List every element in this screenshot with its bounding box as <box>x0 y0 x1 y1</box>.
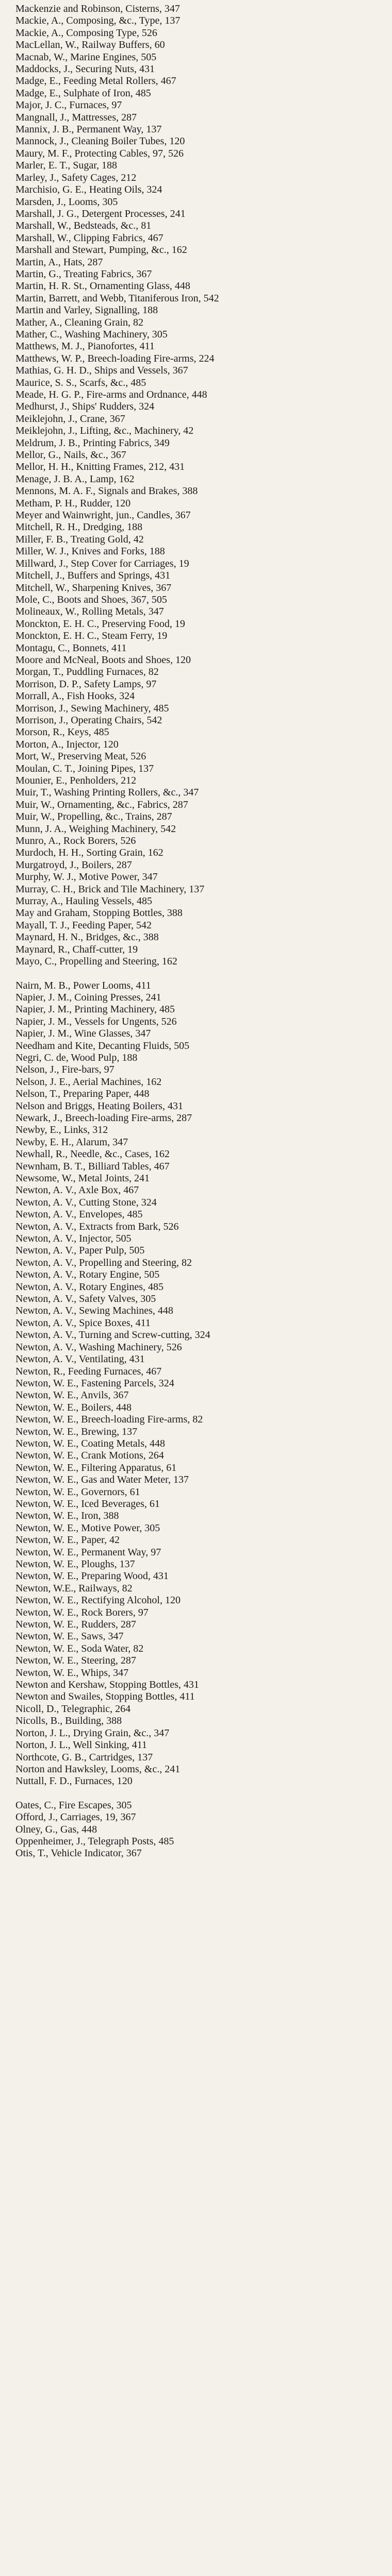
index-entry: Muir, W., Ornamenting, &c., Fabrics, 287 <box>15 799 188 810</box>
index-entry: Newton, W. E., Anvils, 367 <box>15 1389 129 1401</box>
index-entry: Matthews, M. J., Pianofortes, 411 <box>15 341 155 352</box>
index-entry: MacLellan, W., Railway Buffers, 60 <box>15 39 165 51</box>
index-entry: Martin, G., Treating Fabrics, 367 <box>15 268 152 280</box>
index-entry: Newton, A. V., Spice Boxes, 411 <box>15 1317 151 1329</box>
index-entry: Moulan, C. T., Joining Pipes, 137 <box>15 762 154 774</box>
index-entry: Newton, W.E., Railways, 82 <box>15 1582 133 1594</box>
index-entry: Mitchell, J., Buffers and Springs, 431 <box>15 570 171 582</box>
index-entry: Meldrum, J. B., Printing Fabrics, 349 <box>15 437 170 449</box>
index-entry: Matthews, W. P., Breech-loading Fire-arms, 224 <box>15 352 215 364</box>
index-entry: Needham and Kite, Decanting Fluids, 505 <box>15 1040 190 1052</box>
index-entry: Marsden, J., Looms, 305 <box>15 196 118 208</box>
index-entry: Morrall, A., Fish Hooks, 324 <box>15 690 135 702</box>
index-entry: Morson, R., Keys, 485 <box>15 726 109 738</box>
index-entry: Mounier, E., Penholders, 212 <box>15 775 137 786</box>
index-entry: Newton and Kershaw, Stopping Bottles, 431 <box>15 1679 199 1691</box>
index-entry: Newnham, B. T., Billiard Tables, 467 <box>15 1160 170 1172</box>
index-entry: Murdoch, H. H., Sorting Grain, 162 <box>15 847 164 859</box>
index-entry: Major, J. C., Furnaces, 97 <box>15 99 122 111</box>
index-entry: Murphy, W. J., Motive Power, 347 <box>15 871 158 883</box>
index-entry: Mackie, A., Composing, &c., Type, 137 <box>15 15 181 27</box>
index-entry: Newton, W. E., Steering, 287 <box>15 1655 136 1667</box>
index-entry: Mayall, T. J., Feeding Paper, 542 <box>15 919 152 931</box>
index-entry: Newhall, R., Needle, &c., Cases, 162 <box>15 1148 170 1160</box>
index-entry: Mannix, J. B., Permanent Way, 137 <box>15 124 162 135</box>
index-entry: Millward, J., Step Cover for Carriages, 19 <box>15 557 189 569</box>
index-entry: Marchisio, G. E., Heating Oils, 324 <box>15 184 162 196</box>
index-entry: Newton, W. E., Whips, 347 <box>15 1667 129 1679</box>
index-entry: Nelson, J., Fire-bars, 97 <box>15 1064 115 1076</box>
index-entry: Maddocks, J., Securing Nuts, 431 <box>15 63 155 75</box>
index-entry: Marler, E. T., Sugar, 188 <box>15 160 118 172</box>
index-entry: Marshall, W., Clipping Fabrics, 467 <box>15 232 164 244</box>
index-entry: Newton, A. V., Envelopes, 485 <box>15 1209 143 1221</box>
index-entry: Newton, W. E., Coating Metals, 448 <box>15 1437 165 1449</box>
index-entry: Newton, A. V., Cutting Stone, 324 <box>15 1196 157 1208</box>
index-entry: Meiklejohn, J., Crane, 367 <box>15 413 125 425</box>
index-entry: Nicolls, B., Building, 388 <box>15 1715 122 1727</box>
index-entry: Newton, W. E., Paper, 42 <box>15 1534 120 1546</box>
index-entry: Newton, W. E., Fastening Parcels, 324 <box>15 1377 174 1389</box>
index-entry: Napier, J. M., Wine Glasses, 347 <box>15 1028 151 1040</box>
index-entry: Monckton, E. H. C., Steam Ferry, 19 <box>15 630 168 642</box>
index-entry: Norton, J. L., Well Sinking, 411 <box>15 1739 148 1751</box>
index-entry: Molineaux, W., Rolling Metals, 347 <box>15 606 164 618</box>
index-entry: Newton, W. E., Ploughs, 137 <box>15 1558 135 1570</box>
index-entry: Newton, W. E., Saws, 347 <box>15 1631 124 1642</box>
index-entry: Newark, J., Breech-loading Fire-arms, 287 <box>15 1112 192 1124</box>
index-entry: Moore and McNeal, Boots and Shoes, 120 <box>15 654 191 666</box>
index-entry: Newton, A. V., Injector, 505 <box>15 1233 132 1245</box>
index-entry: Newton, W. E., Brewing, 137 <box>15 1426 138 1437</box>
index-entry: Northcote, G. B., Cartridges, 137 <box>15 1751 153 1763</box>
index-entry: Negri, C. de, Wood Pulp, 188 <box>15 1052 138 1063</box>
index-entry: Metham, P. H., Rudder, 120 <box>15 497 131 509</box>
index-entry: Mole, C., Boots and Shoes, 367, 505 <box>15 594 167 605</box>
index-entry: Newby, E. H., Alarum, 347 <box>15 1136 128 1148</box>
index-entry: Mitchell, W., Sharpening Knives, 367 <box>15 582 172 594</box>
index-entry: Newby, E., Links, 312 <box>15 1124 108 1136</box>
index-entry: Newton, A. V., Safety Valves, 305 <box>15 1293 156 1305</box>
index-entry: Norton, J. L., Drying Grain, &c., 347 <box>15 1727 170 1739</box>
index-entry: Mellor, G., Nails, &c., 367 <box>15 449 126 461</box>
index-entry: Marley, J., Safety Cages, 212 <box>15 172 137 183</box>
index-entry: Muir, W., Propelling, &c., Trains, 287 <box>15 811 172 823</box>
index-entry: Monckton, E. H. C., Preserving Food, 19 <box>15 618 185 630</box>
index-entry: Martin, Barrett, and Webb, Titaniferous Iron, 542 <box>15 292 219 304</box>
index-entry: Maurice, S. S., Scarfs, &c., 485 <box>15 377 146 388</box>
index-entry: Nelson, T., Preparing Paper, 448 <box>15 1088 150 1100</box>
index-entry: Newton, W. E., Filtering Apparatus, 61 <box>15 1462 177 1473</box>
index-entry: Munro, A., Rock Borers, 526 <box>15 835 136 847</box>
index-entry: Newton, W. E., Preparing Wood, 431 <box>15 1570 169 1582</box>
index-entry: Maury, M. F., Protecting Cables, 97, 526 <box>15 147 184 159</box>
index-entry: Olney, G., Gas, 448 <box>15 1823 97 1835</box>
index-entry: Newton, W. E., Rock Borers, 97 <box>15 1606 149 1618</box>
index-entry: Newton, W. E., Rudders, 287 <box>15 1619 136 1631</box>
index-entry: Mort, W., Preserving Meat, 526 <box>15 751 146 762</box>
index-entry: Norton and Hawksley, Looms, &c., 241 <box>15 1763 181 1775</box>
index-entry: Menage, J. B. A., Lamp, 162 <box>15 473 135 485</box>
index-entry: Napier, J. M., Coining Presses, 241 <box>15 991 161 1003</box>
index-entry: Mennons, M. A. F., Signals and Brakes, 388 <box>15 485 198 497</box>
index-entry: Meyer and Wainwright, jun., Candles, 367 <box>15 510 191 521</box>
index-entry: Murray, A., Hauling Vessels, 485 <box>15 895 152 907</box>
section-gap <box>15 1788 392 1800</box>
index-entry: Newton, W. E., Motive Power, 305 <box>15 1522 160 1534</box>
index-entry: Newton, W. E., Iced Beverages, 61 <box>15 1498 160 1510</box>
index-entry: Marshall, W., Bedsteads, &c., 81 <box>15 220 152 232</box>
index-entry: Muir, T., Washing Printing Rollers, &c., 347 <box>15 787 199 799</box>
index-entry: Marshall, J. G., Detergent Processes, 241 <box>15 208 186 219</box>
index-entry: Martin, H. R. St., Ornamenting Glass, 448 <box>15 280 190 292</box>
index-entry: Meade, H. G. P., Fire-arms and Ordnance, 448 <box>15 389 207 400</box>
index-entry: Murgatroyd, J., Boilers, 287 <box>15 859 132 871</box>
index-entry: Mannock, J., Cleaning Boiler Tubes, 120 <box>15 135 185 147</box>
index-entry: Montagu, C., Bonnets, 411 <box>15 642 127 654</box>
index-entry: Mackenzie and Robinson, Cisterns, 347 <box>15 3 180 14</box>
index-entry: Newton, W. E., Soda Water, 82 <box>15 1642 144 1654</box>
index-entry: Newton, A. V., Washing Machinery, 526 <box>15 1341 182 1353</box>
index-entry: Newton, R., Feeding Furnaces, 467 <box>15 1365 162 1377</box>
index-entry: Maynard, R., Chaff-cutter, 19 <box>15 943 138 955</box>
index-entry: Newton, A. V., Propelling and Steering, 82 <box>15 1257 192 1268</box>
index-entry: Newton, W. E., Boilers, 448 <box>15 1401 132 1413</box>
index-entry: May and Graham, Stopping Bottles, 388 <box>15 907 183 919</box>
index-entry: Mayo, C., Propelling and Steering, 162 <box>15 956 177 968</box>
index-entry: Murray, C. H., Brick and Tile Machinery, 137 <box>15 883 205 895</box>
index-entry: Morton, A., Injector, 120 <box>15 738 119 750</box>
index-entry: Medhurst, J., Ships' Rudders, 324 <box>15 401 155 413</box>
index-entry: Oppenheimer, J., Telegraph Posts, 485 <box>15 1835 174 1847</box>
index-entry: Mathias, G. H. D., Ships and Vessels, 367 <box>15 365 188 377</box>
index-entry: Nicoll, D., Telegraphic, 264 <box>15 1703 131 1715</box>
section-gap <box>15 968 392 980</box>
index-entry: Mather, C., Washing Machinery, 305 <box>15 328 168 340</box>
index-entry: Newton, W. E., Crank Motions, 264 <box>15 1450 164 1462</box>
index-entry: Newton and Swailes, Stopping Bottles, 411 <box>15 1691 195 1703</box>
index-entry: Marshall and Stewart, Pumping, &c., 162 <box>15 244 187 256</box>
index-entry: Miller, F. B., Treating Gold, 42 <box>15 533 144 545</box>
index-entry: Newsome, W., Metal Joints, 241 <box>15 1173 150 1184</box>
index-entry: Munn, J. A., Weighing Machinery, 542 <box>15 823 176 835</box>
index-entry: Nelson and Briggs, Heating Boilers, 431 <box>15 1100 183 1112</box>
index-entry: Napier, J. M., Vessels for Ungents, 526 <box>15 1015 177 1027</box>
index-entry: Morgan, T., Puddling Furnaces, 82 <box>15 666 159 678</box>
index-entry: Newton, A. V., Ventilating, 431 <box>15 1353 145 1365</box>
index-entry: Newton, A. V., Axle Box, 467 <box>15 1184 139 1196</box>
index-entry: Newton, A. V., Rotary Engines, 485 <box>15 1281 164 1293</box>
index-entry: Napier, J. M., Printing Machinery, 485 <box>15 1004 175 1015</box>
index-entry: Miller, W. J., Knives and Forks, 188 <box>15 546 165 557</box>
index-entry: Newton, A. V., Paper Pulp, 505 <box>15 1245 145 1257</box>
index-entry: Martin, A., Hats, 287 <box>15 256 103 268</box>
index-entry: Newton, W. E., Rectifying Alcohol, 120 <box>15 1595 181 1606</box>
index-entry: Newton, A. V., Turning and Screw-cutting, 324 <box>15 1329 210 1341</box>
index-entry: Newton, W. E., Governors, 61 <box>15 1486 140 1498</box>
index-entry: Newton, W. E., Iron, 388 <box>15 1510 119 1522</box>
index-entry: Nelson, J. E., Aerial Machines, 162 <box>15 1076 162 1088</box>
index-entry: Madge, E., Feeding Metal Rollers, 467 <box>15 75 176 87</box>
index-entry: Martin and Varley, Signalling, 188 <box>15 304 158 316</box>
index-entry: Maynard, H. N., Bridges, &c., 388 <box>15 931 159 943</box>
index-entry: Newton, W. E., Permanent Way, 97 <box>15 1546 161 1558</box>
index-entry: Nuttall, F. D., Furnaces, 120 <box>15 1775 133 1787</box>
index-entry: Newton, A. V., Sewing Machines, 448 <box>15 1305 173 1317</box>
index-entry: Newton, A. V., Extracts from Bark, 526 <box>15 1221 179 1232</box>
index-entry: Nairn, M. B., Power Looms, 411 <box>15 979 151 991</box>
index-entry: Oates, C., Fire Escapes, 305 <box>15 1799 132 1811</box>
index-entry: Mellor, H. H., Knitting Frames, 212, 431 <box>15 461 185 473</box>
index-entry: Morrison, D. P., Safety Lamps, 97 <box>15 678 157 690</box>
index-entry: Mitchell, R. H., Dredging, 188 <box>15 521 143 533</box>
index-entry: Offord, J., Carriages, 19, 367 <box>15 1811 136 1823</box>
index-entry: Mangnall, J., Mattresses, 287 <box>15 111 137 123</box>
index-entry: Madge, E., Sulphate of Iron, 485 <box>15 87 151 99</box>
index-entry: Macnab, W., Marine Engines, 505 <box>15 51 157 63</box>
patent-index-list <box>15 3 392 1860</box>
index-entry: Meiklejohn, J., Lifting, &c., Machinery, 42 <box>15 425 194 437</box>
index-entry: Mather, A., Cleaning Grain, 82 <box>15 316 144 328</box>
index-entry: Mackie, A., Composing Type, 526 <box>15 27 157 39</box>
index-entry: Newton, W. E., Breech-loading Fire-arms, 82 <box>15 1414 203 1426</box>
index-entry: Morrison, J., Operating Chairs, 542 <box>15 714 162 726</box>
index-entry: Newton, A. V., Rotary Engine, 505 <box>15 1269 160 1281</box>
index-entry: Newton, W. E., Gas and Water Meter, 137 <box>15 1474 189 1486</box>
index-entry: Morrison, J., Sewing Machinery, 485 <box>15 702 169 714</box>
index-entry: Otis, T., Vehicle Indicator, 367 <box>15 1848 142 1859</box>
